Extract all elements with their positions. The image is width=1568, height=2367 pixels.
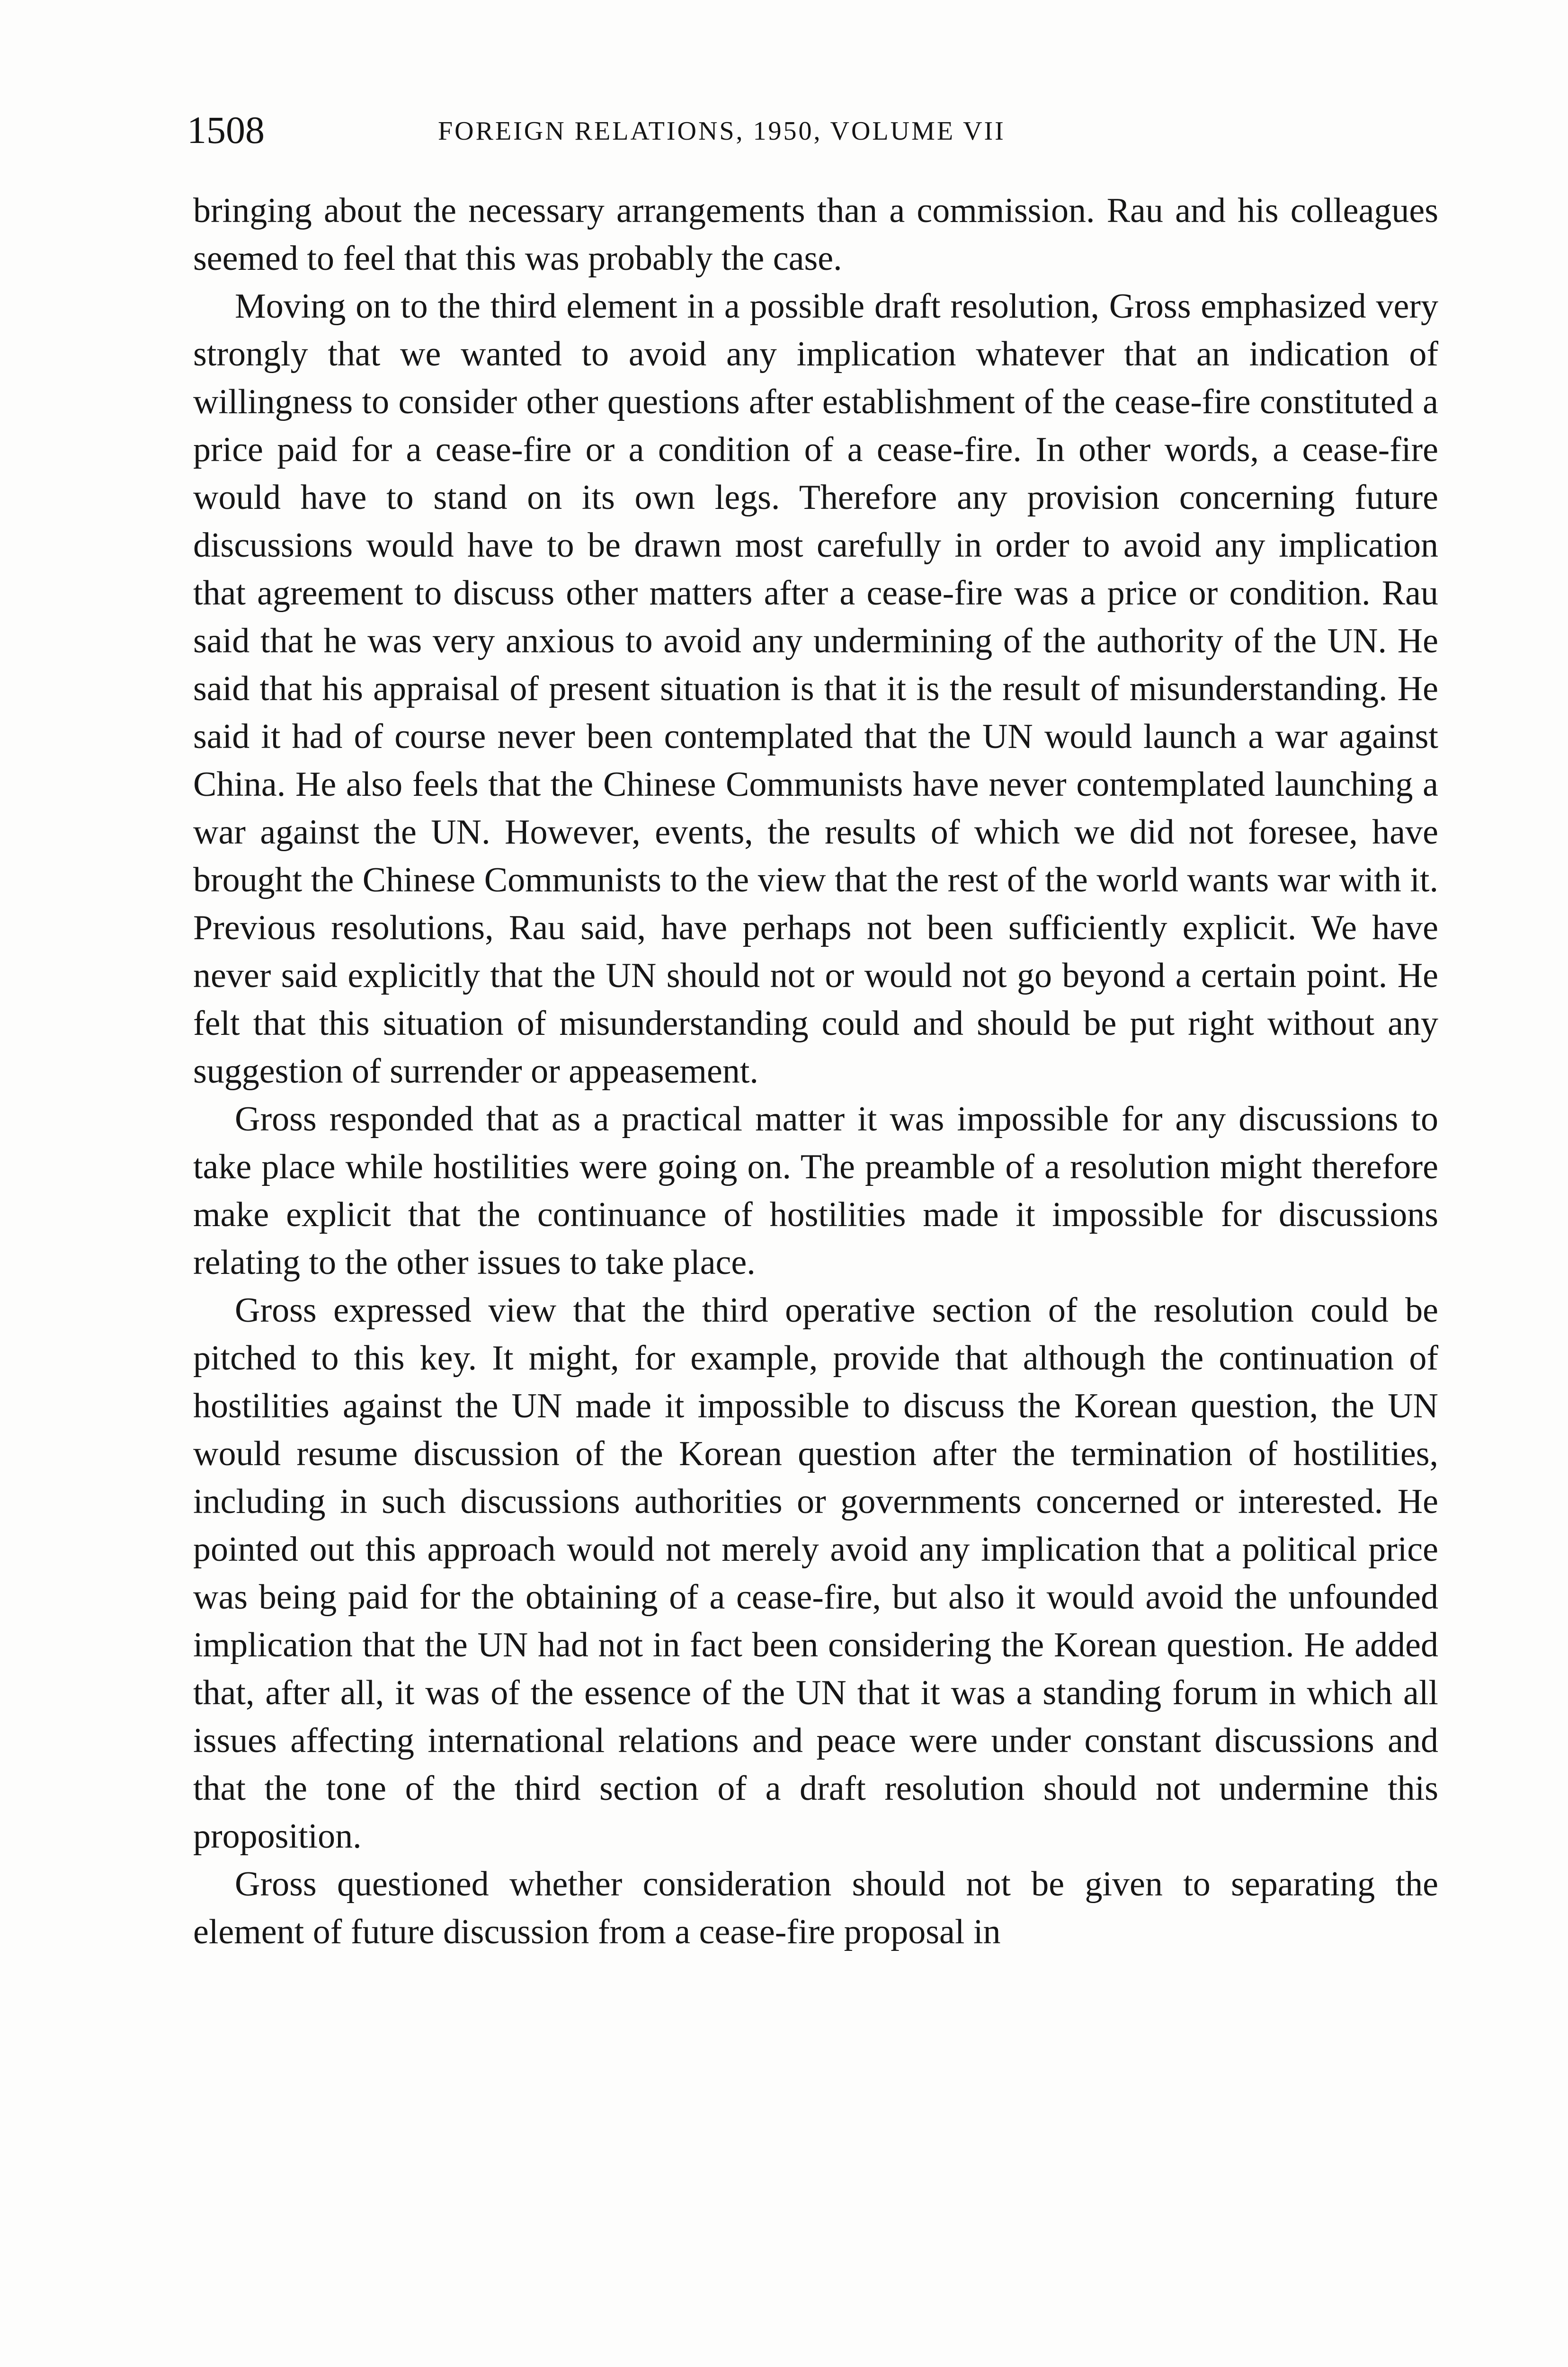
paragraph-2: Moving on to the third element in a possible draft resolution, Gross emphasized very strongly that we wanted to avoid any implication whatever that an indication of willingness to consider other questions after establishment of the cease-fire constituted a price paid for a cease-fire or a condition of a cease-fire. In other words, a cease-fire would have to stand on its own legs. Therefore any provision concerning future discussions would have to be drawn most carefully in order to avoid any implication that agreement to discuss other matters after a cease-fire was a price or condition. Rau said that he was very anxious to avoid any undermining of the authority of the UN. He said that his appraisal of present situation is that it is the result of misunderstanding. He said it had of course never been contemplated that the UN would launch a war against China. He also feels that the Chinese Communists have never contemplated launching a war against the UN. However, events, the results of which we did not foresee, have brought the Chinese Communists to the view that the rest of the world wants war with it. Previous resolutions, Rau said, have perhaps not been sufficiently explicit. We have never said explicitly that the UN should not or would not go beyond a certain point. He felt that this situation of misunderstanding could and should be put right without any suggestion of surrender or appeasement.	[193, 287, 1438, 1091]
paragraph-5: Gross questioned whether consideration should not be given to separating the element of future discussion from a cease-fire proposal in	[193, 1865, 1438, 1951]
body-text	[193, 187, 1438, 1956]
page-header	[187, 102, 1446, 159]
paragraph-4: Gross expressed view that the third operative section of the resolution could be pitched to this key. It might, for example, provide that although the continuation of hostilities against the UN made it impossible to discuss the Korean question, the UN would resume discussion of the Korean question after the termination of hostilities, including in such discussions authorities or governments concerned or interested. He pointed out this approach would not merely avoid any implication that a political price was being paid for the obtaining of a cease-fire, but also it would avoid the unfounded implication that the UN had not in fact been considering the Korean question. He added that, after all, it was of the essence of the UN that it was a standing forum in which all issues affecting international relations and peace were under constant discussions and that the tone of the third section of a draft resolution should not undermine this proposition.	[193, 1291, 1438, 1856]
paragraph-1: bringing about the necessary arrangements than a commission. Rau and his colleagues seemed to feel that this was probably the case.	[193, 191, 1438, 278]
page-number: 1508	[187, 108, 265, 151]
running-head: FOREIGN RELATIONS, 1950, VOLUME VII	[438, 116, 1006, 146]
paragraph-3: Gross responded that as a practical matter it was impossible for any discussions to take place while hostilities were going on. The preamble of a resolution might therefore make explicit that the continuance of hostilities made it impossible for discussions relating to the other issues to take place.	[193, 1100, 1438, 1282]
